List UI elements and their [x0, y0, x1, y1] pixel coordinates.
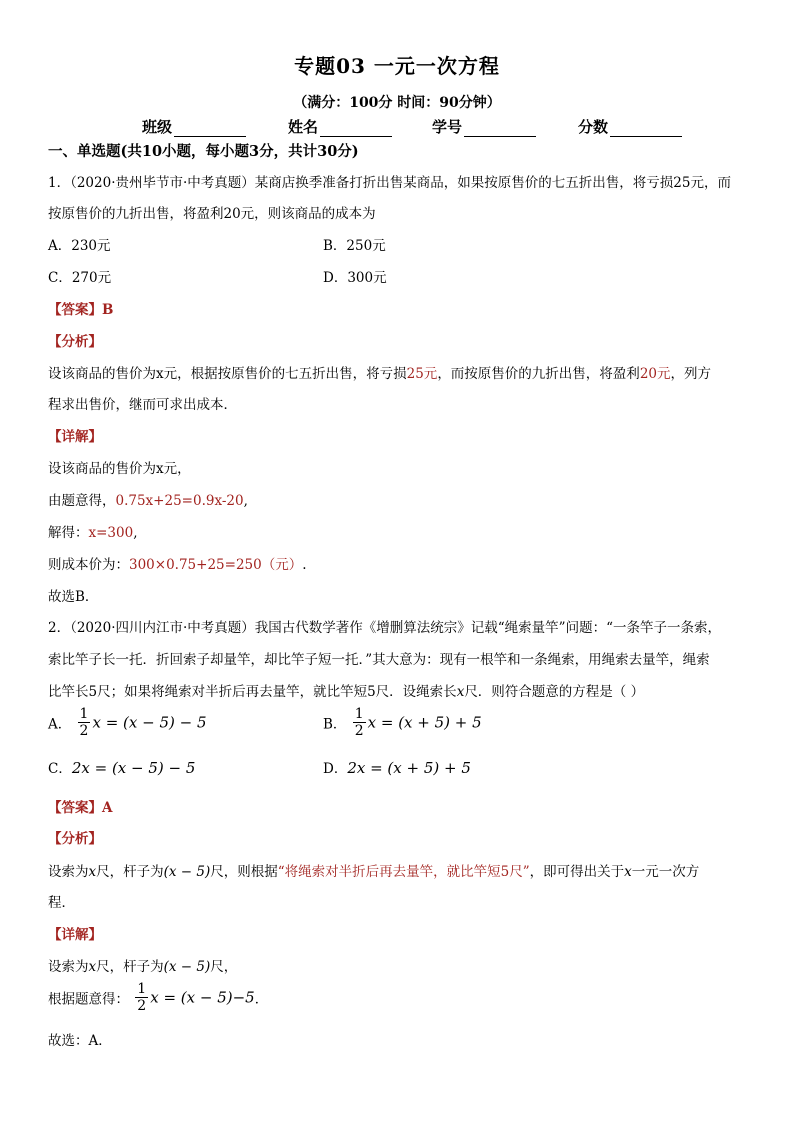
q1-detail-2: 由题意得，0.75x+25=0.9x-20, [48, 493, 248, 509]
q2-option-b[interactable]: B． $\frac{1}{2}$ x = (x + 5) + 5 [323, 706, 482, 739]
q2-option-c[interactable]: C．2x = (x − 5) − 5 [48, 759, 196, 777]
name-label: 姓名 [288, 118, 319, 136]
q1-detail-3: 解得：x=300, [48, 525, 138, 541]
q1-analysis-label: 【分析】 [48, 334, 102, 350]
q1-analysis-line2: 程求出售价，继而可求出成本． [48, 397, 237, 413]
score-label: 分数 [578, 118, 609, 136]
q1-option-c[interactable]: C．270元 [48, 270, 112, 286]
q1-option-b[interactable]: B．250元 [323, 238, 386, 254]
q1-stem-line2: 按原售价的九折出售，将盈利20元，则该商品的成本为 [48, 206, 376, 222]
score-field[interactable] [578, 116, 682, 137]
q1-answer: 【答案】B [48, 302, 114, 318]
q1-conclusion: 故选B． [48, 589, 99, 605]
q2-detail-1: 设索为x尺，杆子为(x − 5)尺， [48, 959, 238, 975]
class-field[interactable] [142, 116, 246, 137]
q2-detail-label: 【详解】 [48, 927, 102, 943]
student-id-field[interactable] [432, 116, 536, 137]
q1-analysis-line1: 设该商品的售价为x元，根据按原售价的七五折出售，将亏损25元，而按原售价的九折出售，将盈利20元，列方 [48, 366, 711, 382]
q2-analysis-line1: 设索为x尺，杆子为(x − 5)尺，则根据“将绳索对半折后再去量竿，就比竿短5尺”，即可得出关于x一元一次方 [48, 864, 700, 880]
class-label: 班级 [142, 118, 173, 136]
q2-stem-line1: 2．（2020·四川内江市·中考真题）我国古代数学著作《增删算法统宗》记载“绳索量竿”问题：“一条竿子一条索， [48, 620, 721, 636]
page-subtitle: （满分：100分 时间：90分钟） [293, 95, 501, 111]
q1-option-a[interactable]: A．230元 [48, 238, 111, 254]
page-title: 专题03 一元一次方程 [294, 54, 500, 78]
section-heading: 一、单选题(共10小题，每小题3分，共计30分) [48, 143, 359, 160]
q1-stem-line1: 1．（2020·贵州毕节市·中考真题）某商店换季准备打折出售某商品，如果按原售价的七五折出售，将亏损25元，而 [48, 175, 731, 191]
name-field[interactable] [288, 116, 392, 137]
q1-option-d[interactable]: D．300元 [323, 270, 387, 286]
q2-option-d[interactable]: D．2x = (x + 5) + 5 [323, 759, 471, 777]
q2-analysis-label: 【分析】 [48, 831, 102, 847]
student-id-label: 学号 [432, 118, 463, 136]
q1-detail-1: 设该商品的售价为x元， [48, 461, 191, 477]
q2-analysis-line2: 程． [48, 895, 75, 911]
q2-conclusion: 故选：A． [48, 1033, 112, 1049]
q2-option-a[interactable]: A． $\frac{1}{2}$ x = (x − 5) − 5 [48, 706, 207, 739]
q2-detail-2: 根据题意得： $\frac{1}{2}$ x = (x − 5)−5． [48, 981, 269, 1014]
q1-detail-label: 【详解】 [48, 429, 102, 445]
q1-detail-4: 则成本价为：300×0.75+25=250（元）. [48, 557, 307, 573]
q2-answer: 【答案】A [48, 800, 113, 816]
q2-stem-line2: 索比竿子长一托．折回索子却量竿，却比竿子短一托．”其大意为：现有一根竿和一条绳索，用绳索去量竿，绳索 [48, 652, 710, 668]
q2-stem-line3: 比竿长5尺；如果将绳索对半折后再去量竿，就比竿短5尺．设绳索长x尺．则符合题意的方程是（ ） [48, 684, 645, 700]
